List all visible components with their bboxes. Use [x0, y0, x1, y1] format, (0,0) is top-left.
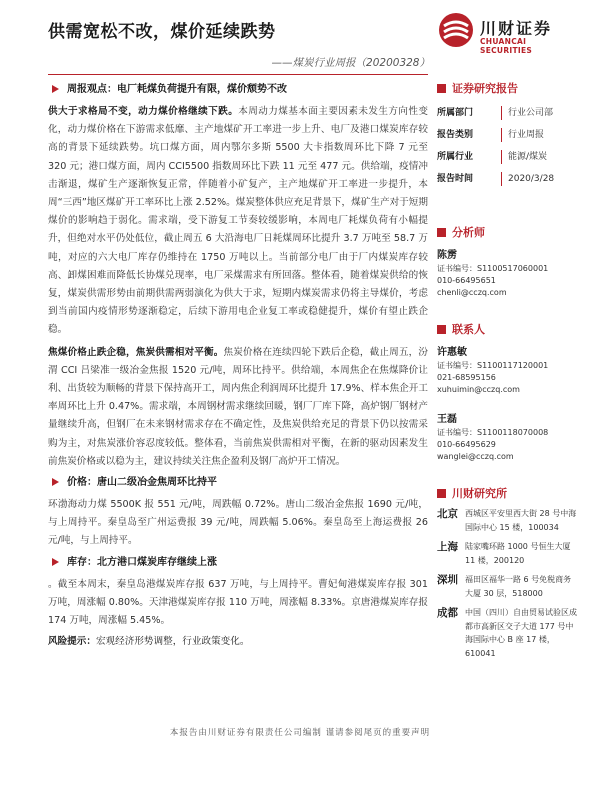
analyst-name: 陈雳 — [437, 250, 457, 261]
price-paragraph: 环渤海动力煤 5500K 报 551 元/吨，周跌幅 0.72%。唐山二级冶金焦报 1690 元/吨，与上周持平。秦皇岛至广州运费报 39 元/吨，周跌幅 5.06%。秦皇岛至上海运费报 26 元/吨，与上周持平。 — [48, 499, 428, 547]
logo-name: 川财证券 — [480, 19, 553, 38]
square-bullet-icon — [437, 228, 446, 237]
contact-name: 许惠敏 — [437, 347, 467, 358]
coke-paragraph — [48, 344, 428, 471]
square-bullet-icon — [437, 84, 446, 93]
inventory-heading: 库存：北方港口煤炭库存继续上涨 — [48, 555, 428, 570]
research-report-heading: 证券研究报告 — [437, 80, 577, 96]
institute-heading: 川财研究所 — [437, 485, 577, 501]
thermal-coal-lead: 供大于求格局不变，动力煤价格继续下跌。 — [48, 106, 239, 117]
square-bullet-icon — [437, 325, 446, 334]
footer-disclaimer: 本报告由川财证券有限责任公司编制 谨请参阅尾页的重要声明 — [169, 728, 431, 738]
contact-name: 王磊 — [437, 414, 457, 425]
risk-warning — [48, 634, 428, 650]
coke-lead: 焦煤价格止跌企稳，焦炭供需相对平衡。 — [48, 346, 224, 358]
contact-cert: 证书编号：S1100118070008 — [437, 428, 549, 437]
contact-email[interactable]: wanglei@cczq.com — [437, 452, 514, 461]
info-report-type: 报告类别 行业周报 — [437, 130, 545, 140]
header-divider — [48, 74, 428, 75]
inventory-paragraph: 。截至本周末，秦皇岛港煤炭库存报 637 万吨，与上周持平。曹妃甸港煤炭库存报 301 万吨，周涨幅 0.80%。天津港煤炭库存报 110 万吨，周涨幅 8.33%。京唐港煤炭库存报 174 万吨，周涨幅 5.45%。 — [48, 578, 428, 627]
main-column — [48, 80, 428, 650]
info-industry: 所属行业 能源/煤炭 — [437, 152, 548, 162]
address-shenzhen: 深圳 福田区福华一路 6 号免税商务大厦 30 层，518000 — [437, 574, 572, 598]
contact-phone: 010-66495629 — [437, 440, 496, 449]
thermal-coal-body: 本周动力煤基本面主要因素未发生方向性变化，动力煤价格在下游需求低靡、主产地煤矿开工率进一步上升、电厂及港口煤炭库存较高的背景下延续跌势。坑口煤方面，周内鄂尔多斯 5500 大卡指数周环比下降 7 元至 320 元；港口煤方面，周内 CCI5500 指数周环比下跌 11 元至 477 元。供给端，疫情冲击渐退，煤矿生产逐渐恢复正常，伴随着小矿复产，主产地煤矿开工率进一步提升，本周“三西”地区煤矿开工率环比上涨 2.52%。煤炭整体供应充足背景下，煤矿生产对于短期煤价的影响趋于弱化。需求端，受下游复工节奏较缓影响，本周电厂耗煤负荷有小幅提升，但绝对水平仍处低位，截止周五 6 大沿海电厂日耗煤周环比提升 3.7 万吨至 58.7 万吨，对应的六大电厂库存仍维持在 1750 万吨以上。当前部分电厂由于厂内煤炭库存较高、卸煤困难而降低长协煤兑现率，电厂采煤需求有所回落。整体看，随着煤炭供给的恢复，煤炭供需形势由前期供需两弱演化为供大于求，短期内煤炭需求仍将主导煤价，考虑到当前国内疫情形势逐渐稳定，后续下游用电企业复工率或稳健提升，煤价有望止跌企稳。 — [48, 106, 429, 336]
triangle-bullet-icon — [52, 478, 59, 486]
address-shanghai: 上海 陆家嘴环路 1000 号恒生大厦 11 楼，200120 — [437, 541, 571, 565]
contact-cert: 证书编号：S1100117120001 — [437, 361, 549, 370]
risk-text: 宏观经济形势调整，行业政策变化。 — [95, 636, 250, 648]
contact-heading: 联系人 — [437, 321, 577, 337]
report-title: 供需宽松不改，煤价延续跌势 — [48, 22, 276, 42]
analyst-heading: 分析师 — [437, 224, 577, 240]
contact-email[interactable]: xuhuimin@cczq.com — [437, 385, 520, 394]
logo-mark-icon — [438, 12, 474, 48]
info-department: 所属部门 行业公司部 — [437, 108, 554, 118]
thermal-coal-paragraph — [48, 103, 428, 340]
info-report-date: 报告时间 2020/3/28 — [437, 174, 555, 184]
triangle-bullet-icon — [52, 558, 59, 566]
address-chengdu: 成都 中国（四川）自由贸易试验区成都市高新区交子大道 177 号中海国际中心 B 座 17 楼，610041 — [437, 607, 577, 658]
logo-english-name: CHUANCAI SECURITIES — [480, 37, 533, 55]
analyst-cert: 证书编号：S1100517060001 — [437, 264, 549, 273]
address-beijing: 北京 西城区平安里西大街 28 号中海国际中心 15 楼，100034 — [437, 508, 577, 532]
sidebar — [437, 80, 577, 660]
company-logo — [438, 12, 578, 55]
coke-body: 焦炭价格在连续四轮下跌后企稳，截止周五，汾渭 CCI 吕梁准一级冶金焦报 1520 元/吨，周环比持平。供给端，本周焦企在焦煤降价让利、出货较为顺畅的背景下保持高开工，周内焦企利润周环比提升 17.9%、样本焦企开工率周环比上升 0.47%。需求端，本周钢材需求继续回暖，钢厂厂库下降，高炉钢厂钢材产量继续升高，但钢厂在未来钢材需求存在不确定性，及焦炭供给充足的背景下仍以按需采购为主，对焦炭涨价容忍度较低。整体看，当前焦炭供需相对平衡，在新的驱动因素发生前焦炭价格或以稳为主，建议持续关注焦企盈利及钢厂高炉开工情况。 — [48, 346, 429, 467]
analyst-phone: 010-66495651 — [437, 276, 496, 285]
risk-label: 风险提示： — [48, 636, 96, 648]
analyst-email[interactable]: chenli@cczq.com — [437, 288, 507, 297]
price-heading: 价格：唐山二级冶金焦周环比持平 — [48, 475, 428, 490]
triangle-bullet-icon — [52, 85, 59, 93]
square-bullet-icon — [437, 489, 446, 498]
report-subtitle: ——煤炭行业周报（20200328） — [271, 57, 430, 69]
viewpoint-heading: 周报观点：电厂耗煤负荷提升有限，煤价颓势不改 — [48, 82, 428, 97]
contact-phone: 021-68595156 — [437, 373, 496, 382]
